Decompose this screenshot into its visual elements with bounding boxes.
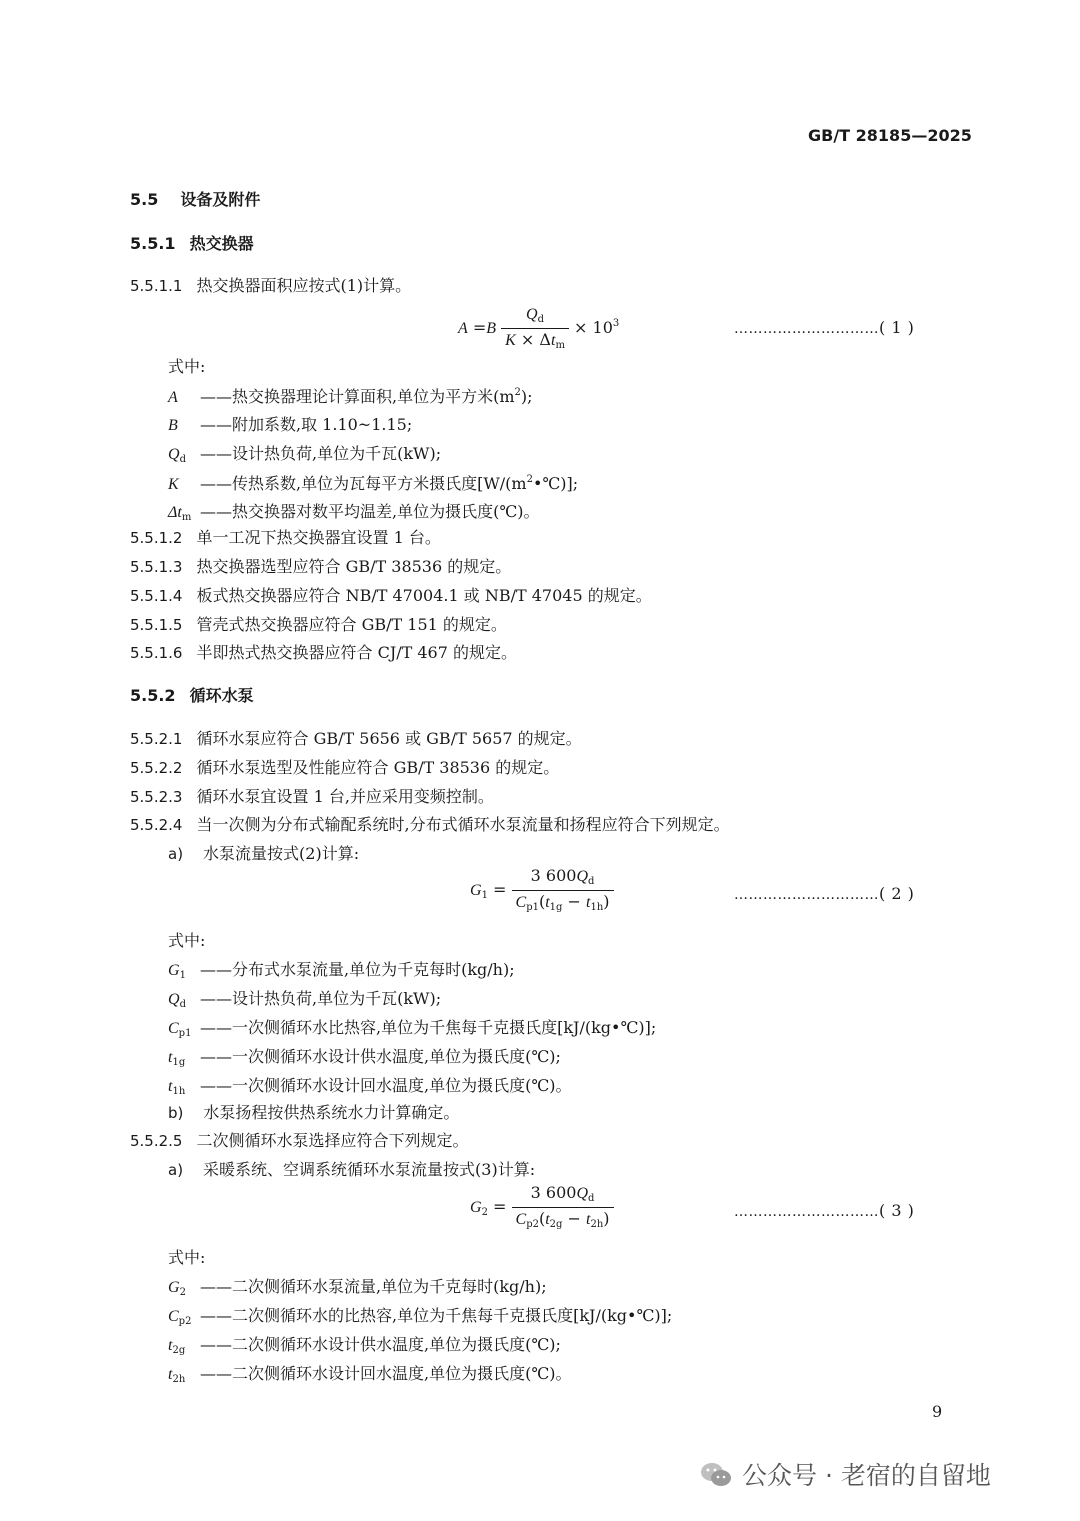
where-label: 式中: [168, 357, 206, 376]
definition-row [168, 1337, 561, 1356]
numerator-sub: d [537, 314, 545, 325]
fraction-numerator [512, 868, 614, 891]
numerator-sub: d [588, 876, 595, 887]
definition-dash: —— [200, 1306, 232, 1325]
clause-text: 热交换器面积应按式(1)计算。 [196, 276, 412, 295]
definition-text: 设计热负荷,单位为千瓦(kW); [232, 989, 442, 1008]
clause-number: 5.5.1.1 [130, 277, 183, 295]
definition-symbol [168, 476, 200, 493]
definition-tail: ); [520, 387, 533, 406]
definition-dash: —— [200, 474, 232, 493]
item-text: 采暖系统、空调系统循环水泵流量按式(3)计算: [203, 1160, 536, 1179]
definition-text: 设计热负荷,单位为千瓦(kW); [232, 444, 442, 463]
item-label: a) [168, 845, 184, 863]
numerator-var: Q [576, 868, 589, 885]
numerator-var: Q [526, 306, 538, 323]
denominator-sub: m [555, 340, 565, 351]
lhs-sub: 2 [481, 1207, 488, 1218]
definition-text: 热交换器理论计算面积,单位为平方米(m [232, 387, 515, 406]
list-item-b [168, 1105, 459, 1121]
definition-superscript: 2 [514, 387, 521, 398]
clause-number: 5.5.1.6 [130, 644, 183, 662]
denominator-t2: t [586, 894, 591, 911]
clause-number: 5.5.1.3 [130, 558, 183, 576]
formula-fraction [512, 868, 614, 913]
watermark-text: 公众号 · 老宿的自留地 [742, 1460, 991, 1490]
clause-text: 热交换器选型应符合 GB/T 38536 的规定。 [196, 557, 512, 576]
definition-text: 二次侧循环水泵流量,单位为千克每时(kg/h); [232, 1277, 547, 1296]
definition-row [168, 1308, 672, 1327]
open-paren: ( [538, 892, 546, 911]
symbol-var: Q [168, 446, 180, 463]
symbol-var: B [168, 417, 178, 434]
formula-lhs: G [470, 1199, 482, 1216]
denominator-t2: t [586, 1211, 591, 1228]
formula-1-leader [734, 318, 914, 337]
symbol-var: t [168, 1049, 173, 1066]
definition-symbol [168, 1308, 200, 1327]
clause-text: 当一次侧为分布式输配系统时,分布式循环水泵流量和扬程应符合下列规定。 [196, 815, 730, 834]
formula-coefficient: B [486, 320, 497, 337]
definition-text: 一次侧循环水比热容,单位为千焦每千克摄氏度[kJ/(kg•℃)]; [232, 1018, 657, 1037]
symbol-sub: 1h [172, 1086, 186, 1097]
fraction-numerator [512, 1185, 614, 1208]
definition-text: 热交换器对数平均温差,单位为摄氏度(℃)。 [232, 502, 540, 521]
clause-5-5-2-1 [130, 731, 582, 747]
definition-text: 一次侧循环水设计供水温度,单位为摄氏度(℃); [232, 1047, 561, 1066]
definition-row [168, 417, 412, 434]
definition-text: 二次侧循环水设计回水温度,单位为摄氏度(℃)。 [232, 1364, 572, 1383]
definition-text: 传热系数,单位为瓦每平方米摄氏度[W/(m [232, 474, 527, 493]
clause-5-5-1-3 [130, 559, 511, 575]
symbol-sub: 2h [172, 1374, 186, 1385]
clause-text: 半即热式热交换器应符合 CJ/T 467 的规定。 [196, 643, 518, 662]
section-number: 5.5.1 [130, 234, 176, 253]
formula-lhs: A [458, 320, 468, 337]
symbol-sub: 2 [179, 1287, 186, 1298]
symbol-sub: 1g [172, 1057, 186, 1068]
definition-superscript: 2 [526, 474, 533, 485]
definition-dash: —— [200, 1364, 232, 1383]
clause-text: 管壳式热交换器应符合 GB/T 151 的规定。 [196, 615, 507, 634]
definition-symbol [168, 1020, 200, 1039]
definition-dash: —— [200, 1277, 232, 1296]
clause-5-5-1-5 [130, 617, 507, 633]
formula-1 [458, 306, 619, 351]
definition-dash: —— [200, 444, 232, 463]
denominator-c: C [515, 1211, 527, 1228]
definition-text: 一次侧循环水设计回水温度,单位为摄氏度(℃)。 [232, 1076, 572, 1095]
list-item-a [168, 846, 359, 862]
definition-text: 二次侧循环水的比热容,单位为千焦每千克摄氏度[kJ/(kg•℃)]; [232, 1306, 673, 1325]
symbol-var: Δt [168, 504, 182, 521]
section-title: 设备及附件 [180, 190, 261, 209]
section-number: 5.5.2 [130, 686, 176, 705]
definition-row [168, 962, 515, 981]
symbol-sub: m [181, 512, 192, 523]
list-item-a-2 [168, 1162, 535, 1178]
definition-symbol [168, 1049, 200, 1068]
symbol-sub: p1 [178, 1028, 192, 1039]
symbol-var: A [168, 389, 178, 406]
definition-row [168, 991, 441, 1010]
denominator-t1: t [545, 894, 550, 911]
formula-lhs: G [470, 882, 482, 899]
definition-symbol [168, 389, 200, 406]
formula-exponent: 3 [612, 318, 620, 329]
wechat-icon [700, 1461, 732, 1489]
leader-dots: ………………………… [734, 887, 879, 903]
symbol-var: C [168, 1020, 179, 1037]
definition-dash: —— [200, 1335, 232, 1354]
clause-text: 循环水泵宜设置 1 台,并应采用变频控制。 [196, 787, 494, 806]
symbol-sub: 1 [179, 970, 186, 981]
definition-row [168, 1020, 656, 1039]
denominator-t: t [550, 332, 556, 349]
symbol-sub: d [179, 454, 186, 465]
definition-symbol [168, 504, 200, 523]
symbol-var: C [168, 1308, 179, 1325]
clause-text: 循环水泵选型及性能应符合 GB/T 38536 的规定。 [196, 758, 560, 777]
definition-dash: —— [200, 415, 232, 434]
equals-sign: = [472, 318, 487, 337]
definition-symbol [168, 1366, 200, 1385]
definition-row [168, 504, 539, 523]
clause-5-5-1-6 [130, 645, 517, 661]
fraction-denominator [501, 329, 569, 351]
definition-symbol [168, 446, 200, 465]
section-number: 5.5 [130, 190, 159, 209]
section-heading-5-5 [130, 192, 260, 208]
symbol-sub: 2g [172, 1345, 186, 1356]
clause-5-5-2-5 [130, 1133, 469, 1149]
definition-symbol [168, 991, 200, 1010]
clause-5-5-1-4 [130, 588, 652, 604]
formula-number: ( 1 ) [879, 318, 915, 337]
formula-2-leader [734, 884, 914, 903]
numerator-coef: 3 600 [530, 1183, 577, 1202]
definition-row [168, 1049, 561, 1068]
close-paren: ) [603, 1209, 610, 1228]
where-label: 式中: [168, 931, 206, 950]
formula-3 [470, 1185, 614, 1230]
definition-dash: —— [200, 960, 232, 979]
symbol-var: t [168, 1366, 173, 1383]
formula-3-leader [734, 1201, 914, 1220]
numerator-coef: 3 600 [530, 866, 577, 885]
open-paren: ( [538, 1209, 546, 1228]
symbol-var: t [168, 1078, 173, 1095]
denominator-k: K [505, 332, 516, 349]
definition-row [168, 475, 578, 493]
numerator-sub: d [588, 1193, 595, 1204]
section-heading-5-5-2 [130, 688, 254, 704]
definition-symbol [168, 962, 200, 981]
clause-text: 循环水泵应符合 GB/T 5656 或 GB/T 5657 的规定。 [196, 729, 582, 748]
denominator-t2-sub: 2h [590, 1219, 604, 1230]
equals-sign: = [493, 880, 507, 899]
clause-5-5-1-1 [130, 278, 411, 294]
formula-fraction [512, 1185, 614, 1230]
definition-row [168, 388, 533, 406]
denominator-t1: t [545, 1211, 550, 1228]
formula-multiplier: × 10 [574, 318, 613, 337]
minus-sign: − [567, 892, 581, 911]
definition-tail: •℃)]; [532, 474, 579, 493]
definition-symbol [168, 1078, 200, 1097]
definition-dash: —— [200, 989, 232, 1008]
symbol-var: K [168, 476, 179, 493]
clause-5-5-2-3 [130, 789, 494, 805]
document-code: GB/T 28185—2025 [808, 126, 972, 145]
clause-text: 二次侧循环水泵选择应符合下列规定。 [196, 1131, 469, 1150]
item-label: a) [168, 1161, 184, 1179]
equals-sign: = [493, 1197, 507, 1216]
symbol-sub: d [179, 999, 186, 1010]
clause-number: 5.5.2.3 [130, 788, 183, 806]
close-paren: ) [603, 892, 610, 911]
definition-dash: —— [200, 1076, 232, 1095]
denominator-c-sub: p2 [526, 1219, 539, 1230]
lhs-sub: 1 [481, 890, 488, 901]
definition-dash: —— [200, 387, 232, 406]
definition-text: 分布式水泵流量,单位为千克每时(kg/h); [232, 960, 515, 979]
times-sign: × [520, 330, 535, 349]
clause-number: 5.5.1.2 [130, 529, 183, 547]
clause-text: 单一工况下热交换器宜设置 1 台。 [196, 528, 441, 547]
symbol-var: G [168, 1279, 180, 1296]
item-text: 水泵扬程按供热系统水力计算确定。 [203, 1103, 460, 1122]
definition-text: 附加系数,取 1.10~1.15; [232, 415, 413, 434]
definition-dash: —— [200, 502, 232, 521]
definition-row [168, 1279, 547, 1298]
where-label: 式中: [168, 1248, 206, 1267]
definition-row [168, 446, 441, 465]
section-title: 循环水泵 [189, 686, 254, 705]
clause-5-5-2-2 [130, 760, 559, 776]
item-label: b) [168, 1104, 184, 1122]
formula-2 [470, 868, 614, 913]
item-text: 水泵流量按式(2)计算: [203, 844, 360, 863]
delta-sign: Δ [539, 330, 551, 349]
denominator-c-sub: p1 [526, 902, 539, 913]
clause-text: 板式热交换器应符合 NB/T 47004.1 或 NB/T 47045 的规定。 [196, 586, 652, 605]
definition-symbol [168, 417, 200, 434]
definition-symbol [168, 1337, 200, 1356]
clause-number: 5.5.2.1 [130, 730, 183, 748]
definition-dash: —— [200, 1018, 232, 1037]
denominator-t1-sub: 2g [549, 1219, 563, 1230]
clause-number: 5.5.1.5 [130, 616, 183, 634]
numerator-var: Q [576, 1185, 589, 1202]
clause-number: 5.5.2.2 [130, 759, 183, 777]
clause-number: 5.5.2.5 [130, 1132, 183, 1150]
minus-sign: − [567, 1209, 581, 1228]
formula-fraction [501, 306, 569, 351]
leader-dots: ………………………… [734, 321, 879, 337]
definition-row [168, 1366, 571, 1385]
symbol-var: G [168, 962, 180, 979]
symbol-var: t [168, 1337, 173, 1354]
definition-text: 二次侧循环水设计供水温度,单位为摄氏度(℃); [232, 1335, 561, 1354]
section-heading-5-5-1 [130, 236, 254, 252]
formula-number: ( 2 ) [879, 884, 915, 903]
denominator-t2-sub: 1h [590, 902, 604, 913]
section-title: 热交换器 [189, 234, 254, 253]
denominator-t1-sub: 1g [549, 902, 563, 913]
leader-dots: ………………………… [734, 1204, 879, 1220]
definition-dash: —— [200, 1047, 232, 1066]
fraction-numerator [501, 306, 569, 329]
symbol-var: Q [168, 991, 180, 1008]
symbol-sub: p2 [178, 1316, 192, 1327]
denominator-c: C [515, 894, 527, 911]
clause-5-5-2-4 [130, 817, 730, 833]
fraction-denominator [512, 891, 614, 913]
clause-number: 5.5.1.4 [130, 587, 183, 605]
page-number: 9 [932, 1402, 943, 1421]
clause-number: 5.5.2.4 [130, 816, 183, 834]
formula-number: ( 3 ) [879, 1201, 915, 1220]
definition-symbol [168, 1279, 200, 1298]
watermark [700, 1461, 991, 1489]
fraction-denominator [512, 1208, 614, 1230]
definition-row [168, 1078, 571, 1097]
clause-5-5-1-2 [130, 530, 441, 546]
